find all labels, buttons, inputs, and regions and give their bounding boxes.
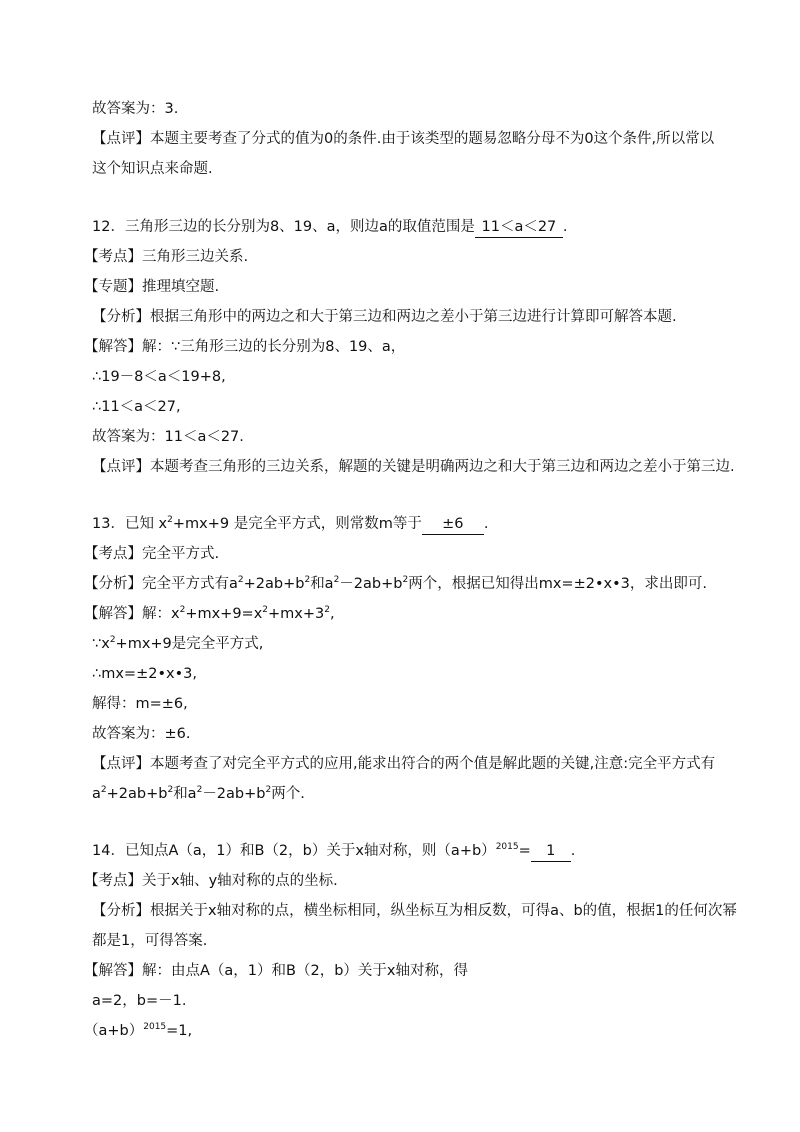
exponent: 2	[179, 605, 186, 616]
answer-blank: ±6	[422, 514, 484, 535]
exponent: 2	[402, 575, 409, 586]
q13-jieda	[84, 604, 335, 624]
q13-review-cont	[92, 784, 305, 804]
question-end: .	[570, 843, 576, 859]
exponent: 2015	[143, 1022, 167, 1033]
q14-step2	[84, 1021, 192, 1041]
q13-step2: ∴mx=±2•x•3,	[92, 666, 197, 682]
question-end: .	[483, 516, 489, 532]
text: 两个.	[271, 786, 305, 802]
q12-kaodian: 【考点】三角形三边关系.	[84, 249, 249, 265]
text: －2ab+b	[202, 786, 266, 802]
answer-blank: 1	[531, 841, 571, 862]
exponent: 2	[167, 785, 174, 796]
text: 两个，根据已知得出mx=±2•x•3，求出即可.	[408, 576, 707, 592]
exponent: 2	[167, 515, 173, 526]
text: +mx+3	[268, 606, 325, 622]
text: =1,	[166, 1023, 193, 1039]
q14-jieda: 【解答】解：由点A（a，1）和B（2，b）关于x轴对称，得	[84, 963, 468, 979]
question-text: 12．三角形三边的长分别为8、19、a，则边a的取值范围是	[92, 219, 475, 235]
q12-answer: 故答案为：11＜a＜27.	[92, 429, 244, 445]
answer-blank: 11＜a＜27	[475, 217, 563, 238]
review-line: 【点评】本题主要考查了分式的值为0的条件.由于该类型的题易忽略分母不为0这个条件,所以常以	[92, 131, 715, 147]
q14-fenxi: 【分析】根据关于x轴对称的点，横坐标相同，纵坐标互为相反数，可得a、b的值，根据1的任何次幂	[92, 903, 737, 919]
q12-zhuanti: 【专题】推理填空题.	[84, 279, 220, 295]
question-13	[92, 514, 488, 535]
exponent: 2	[324, 605, 330, 616]
text: a	[92, 786, 101, 802]
q12-jieda: 【解答】解：∵三角形三边的长分别为8、19、a，	[84, 339, 406, 355]
text: 【解答】解：x	[84, 606, 180, 622]
text: +mx+9=x	[185, 606, 263, 622]
q13-step1	[92, 634, 263, 654]
text: +mx+9是完全平方式,	[115, 636, 264, 652]
question-12	[92, 217, 568, 238]
exponent: 2015	[495, 842, 519, 853]
exponent: 2	[237, 575, 244, 586]
answer-line: 故答案为：3.	[92, 101, 179, 117]
text: ∵x	[92, 636, 110, 652]
exponent: 2	[265, 785, 272, 796]
question-end: .	[562, 219, 568, 235]
text: 和a	[173, 786, 197, 802]
exponent: 2	[100, 785, 107, 796]
q13-fenxi	[84, 574, 707, 594]
q14-kaodian: 【考点】关于x轴、y轴对称的点的坐标.	[84, 873, 338, 889]
text: +2ab+b	[243, 576, 305, 592]
q12-step1: ∴19－8＜a＜19+8,	[92, 369, 226, 385]
q13-kaodian: 【考点】完全平方式.	[84, 546, 220, 562]
text: －2ab+b	[339, 576, 403, 592]
q12-step2: ∴11＜a＜27,	[92, 399, 181, 415]
question-text: +mx+9 是完全平方式，则常数m等于	[172, 516, 422, 532]
question-text: 14．已知点A（a，1）和B（2，b）关于x轴对称，则（a+b）	[92, 843, 496, 859]
q13-answer: 故答案为：±6.	[92, 726, 191, 742]
q12-review: 【点评】本题考查三角形的三边关系，解题的关键是明确两边之和大于第三边和两边之差小于第三边.	[92, 459, 735, 475]
text: 和a	[310, 576, 334, 592]
q12-fenxi: 【分析】根据三角形中的两边之和大于第三边和两边之差小于第三边进行计算即可解答本题.	[92, 309, 677, 325]
text: +2ab+b	[106, 786, 168, 802]
q13-step3: 解得：m=±6,	[92, 696, 188, 712]
text: ,	[330, 606, 335, 622]
question-text: =	[518, 843, 531, 859]
review-line-cont: 这个知识点来命题.	[92, 161, 213, 177]
exponent: 2	[109, 635, 116, 646]
q14-fenxi-cont: 都是1，可得答案.	[92, 933, 208, 949]
exponent: 2	[196, 785, 203, 796]
question-14	[92, 841, 575, 862]
text: 【分析】完全平方式有a	[84, 576, 238, 592]
question-text: 13．已知 x	[92, 516, 168, 532]
exponent: 2	[304, 575, 311, 586]
text: （a+b）	[84, 1023, 144, 1039]
exponent: 2	[262, 605, 269, 616]
q14-step1: a=2，b=－1.	[92, 993, 187, 1009]
exponent: 2	[333, 575, 340, 586]
q13-review: 【点评】本题考查了对完全平方式的应用,能求出符合的两个值是解此题的关键,注意:完全平方式有	[92, 756, 716, 772]
